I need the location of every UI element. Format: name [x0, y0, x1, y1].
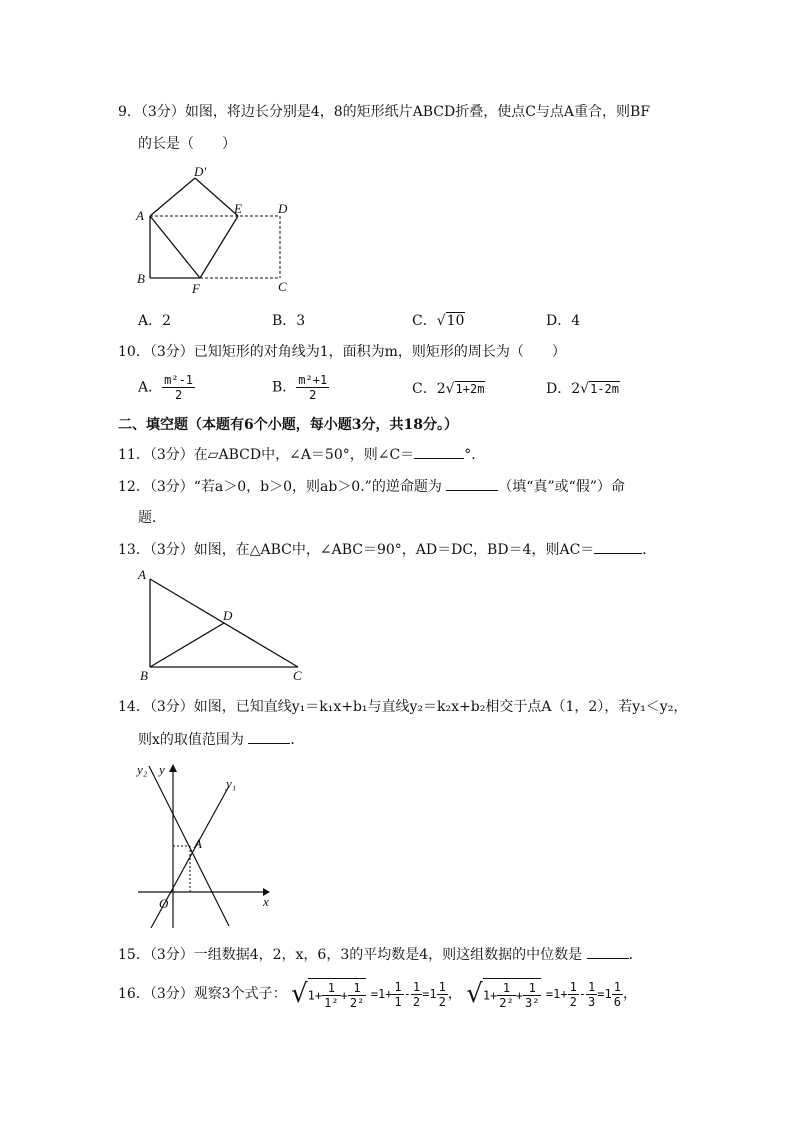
- q16-expr2: √1+ $\frac{1}{\text{2²}}$ + $\frac{1}{\text{3²}}$ =1+ $\frac{1}{2}$ - $\frac{1}{3}$ =1 $\frac{1}{6}$: [466, 979, 621, 1010]
- q9-label-c: C: [278, 279, 287, 294]
- q14-line2: 则x的取值范围为 ．: [138, 732, 305, 748]
- q16: 16．（3分）观察3个式子： √1+ $\frac{1}{\text{1²}}$ + $\frac{1}{\text{2²}}$ =1+ $\frac{1}{1}$ - $\frac{1}{2}$ =1 $\frac{1}{2}$ ， √1+ $\frac{1}{\text{2²}}$ + $\frac{1}{\text{3²}}$ =1+ $\frac{1}{2}$ - $\frac{1}{3}$ =1 $\frac{1}{6}$ ，: [118, 979, 637, 1010]
- q9-label-dprime: D′: [194, 164, 207, 179]
- q11: 11．（3分）在▱ABCD中，∠A＝50°，则∠C＝ °．: [118, 447, 486, 463]
- q10-option-c: C．2√1+2m: [412, 381, 485, 397]
- q10-option-d: D．2√1-2m: [546, 381, 619, 397]
- q9-figure: [130, 160, 300, 295]
- q10-line1: 10．（3分）已知矩形的对角线为1，面积为m，则矩形的周长为（ ）: [118, 344, 566, 360]
- section-title: 二、填空题（本题有6个小题，每小题3分，共18分。）: [118, 417, 458, 433]
- q14-label-y: y: [159, 762, 165, 777]
- q13-label-c: C: [293, 668, 302, 683]
- q9-option-a: A．2: [138, 313, 172, 329]
- q14-label-x: x: [263, 894, 269, 909]
- q9-option-c: C．√10: [412, 313, 465, 329]
- q10-option-b: B． $\frac{\text{m²+1}}{2}$: [272, 373, 328, 402]
- q13-figure: [133, 565, 313, 685]
- q12-line1: 12．（3分）“若a＞0，b＞0，则ab＞0.”的逆命题为 （填“真”或“假”）命: [118, 479, 625, 495]
- q9-option-b: B．3: [272, 313, 306, 329]
- q9-label-d: D: [278, 201, 288, 216]
- q10-option-a: A． $\frac{\text{m²-1}}{2}$: [138, 373, 194, 402]
- q14-label-o: O: [159, 896, 169, 911]
- q9-label-f: F: [192, 281, 200, 295]
- q15: 15．（3分）一组数据4，2，x，6，3的平均数是4，则这组数据的中位数是 ．: [118, 947, 643, 963]
- q9-label-a: A: [136, 208, 144, 223]
- q9-line2: 的长是（ ）: [138, 136, 236, 152]
- q14-label-a: A: [194, 836, 202, 851]
- q9-option-d: D．4: [546, 313, 581, 329]
- q14-figure: [133, 758, 278, 933]
- q14-label-y1: y₁: [226, 776, 237, 791]
- q12-line2: 题．: [138, 510, 166, 526]
- q13-label-d: D: [223, 608, 233, 623]
- q13: 13．（3分）如图，在△ABC中，∠ABC＝90°，AD＝DC，BD＝4，则AC＝ ．: [118, 542, 657, 558]
- q14-line1: 14．（3分）如图，已知直线y₁＝k₁x+b₁与直线y₂＝k₂x+b₂相交于点A（1，2），若y₁＜y₂，: [118, 699, 688, 715]
- q9-label-b: B: [137, 271, 145, 286]
- q13-label-a: A: [138, 567, 146, 582]
- q16-expr1: √1+ $\frac{1}{\text{1²}}$ + $\frac{1}{\text{2²}}$ =1+ $\frac{1}{1}$ - $\frac{1}{2}$ =1 $\frac{1}{2}$: [291, 979, 446, 1010]
- q14-label-y2: y₂: [137, 762, 148, 777]
- q9-line1: 9．（3分）如图，将边长分别是4，8的矩形纸片ABCD折叠，使点C与点A重合，则BF: [118, 104, 651, 120]
- q9-label-e: E: [234, 201, 242, 216]
- q13-label-b: B: [140, 668, 148, 683]
